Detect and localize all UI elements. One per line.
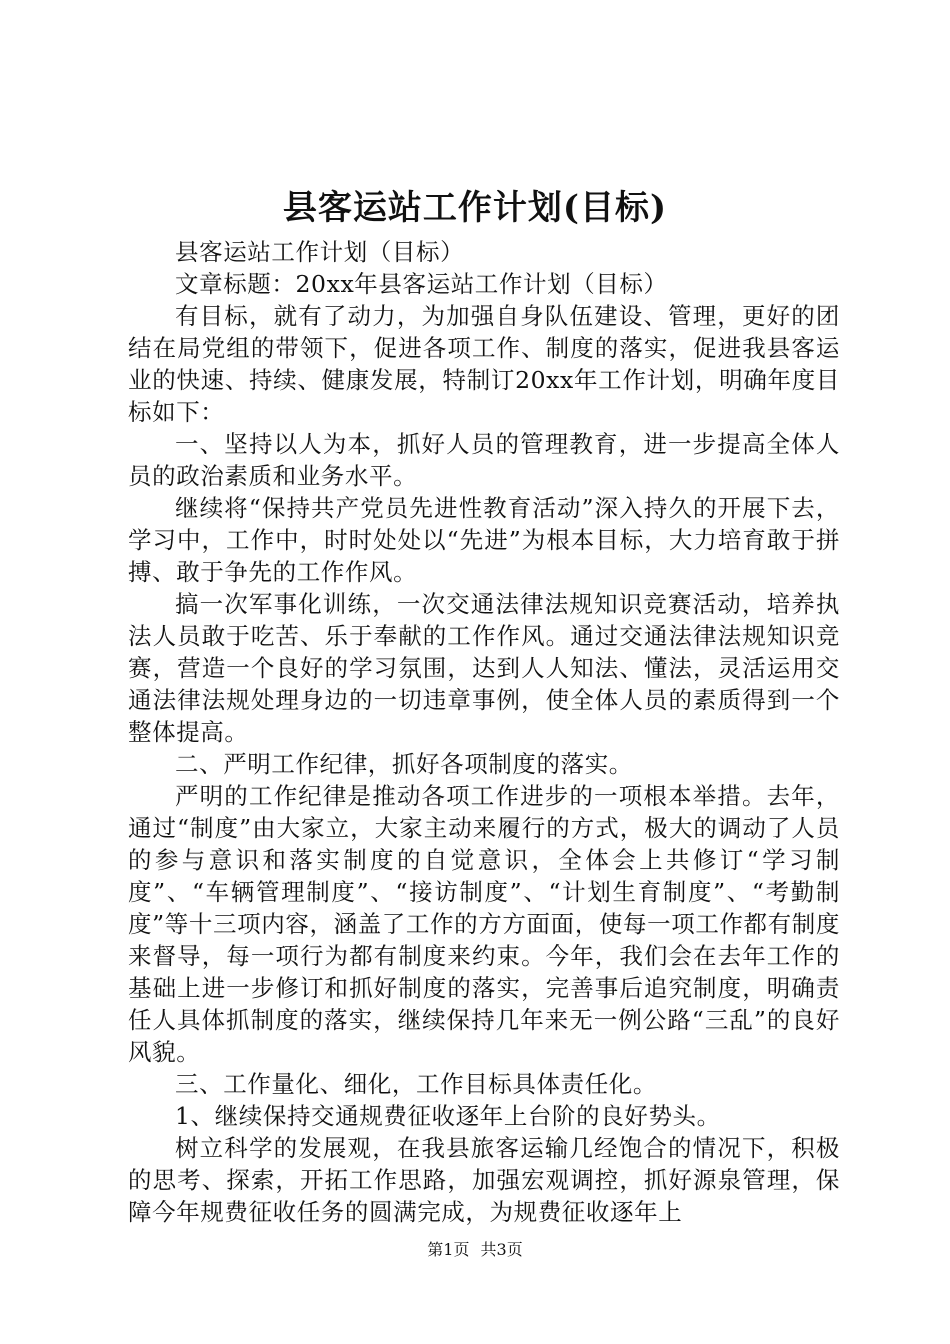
paragraph-section-1-text-a: 继续将“保持共产党员先进性教育活动”深入持久的开展下去，学习中，工作中，时时处处以“先进”为根本目标，大力培育敢于拼搏、敢于争先的工作作风。 [128, 494, 840, 586]
paragraph-item-1-heading: 1、继续保持交通规费征收逐年上台阶的良好势头。 [175, 1102, 721, 1130]
paragraph-article-title: 文章标题：20xx年县客运站工作计划（目标） [175, 270, 668, 298]
page-total: 共3页 [480, 1240, 523, 1259]
paragraph-subtitle: 县客运站工作计划（目标） [175, 238, 465, 266]
paragraph-section-1-text-b: 搞一次军事化训练，一次交通法律法规知识竞赛活动，培养执法人员敢于吃苦、乐于奉献的工作作风。通过交通法律法规知识竞赛，营造一个良好的学习氛围，达到人人知法、懂法，灵活运用交通法律法规处理身边的一切违章事例，使全体人员的素质得到一个整体提高。 [128, 590, 840, 746]
paragraph-section-2-text: 严明的工作纪律是推动各项工作进步的一项根本举措。去年，通过“制度”由大家立，大家主动来履行的方式，极大的调动了人员的参与意识和落实制度的自觉意识，全体会上共修订“学习制度”、“车辆管理制度”、“接访制度”、“计划生育制度”、“考勤制度”等十三项内容，涵盖了工作的方方面面，使每一项工作都有制度来督导，每一项行为都有制度来约束。今年，我们会在去年工作的基础上进一步修订和抓好制度的落实，完善事后追究制度，明确责任人具体抓制度的落实，继续保持几年来无一例公路“三乱”的良好风貌。 [128, 782, 840, 1066]
page-number: 第1页 [427, 1240, 470, 1259]
paragraph-section-1-heading: 一、坚持以人为本，抓好人员的管理教育，进一步提高全体人员的政治素质和业务水平。 [128, 430, 840, 490]
paragraph-item-1-text: 树立科学的发展观，在我县旅客运输几经饱合的情况下，积极的思考、探索，开拓工作思路，加强宏观调控，抓好源泉管理，保障今年规费征收任务的圆满完成，为规费征收逐年上 [128, 1134, 840, 1226]
page-footer [0, 1240, 950, 1260]
paragraph-section-3-heading: 三、工作量化、细化，工作目标具体责任化。 [175, 1070, 657, 1098]
document-body [128, 236, 840, 1228]
document-title: 县客运站工作计划(目标) [282, 188, 668, 228]
paragraph-section-2-heading: 二、严明工作纪律，抓好各项制度的落实。 [175, 750, 633, 778]
paragraph-intro: 有目标，就有了动力，为加强自身队伍建设、管理，更好的团结在局党组的带领下，促进各项工作、制度的落实，促进我县客运业的快速、持续、健康发展，特制订20xx年工作计划，明确年度目标如下： [128, 302, 840, 426]
